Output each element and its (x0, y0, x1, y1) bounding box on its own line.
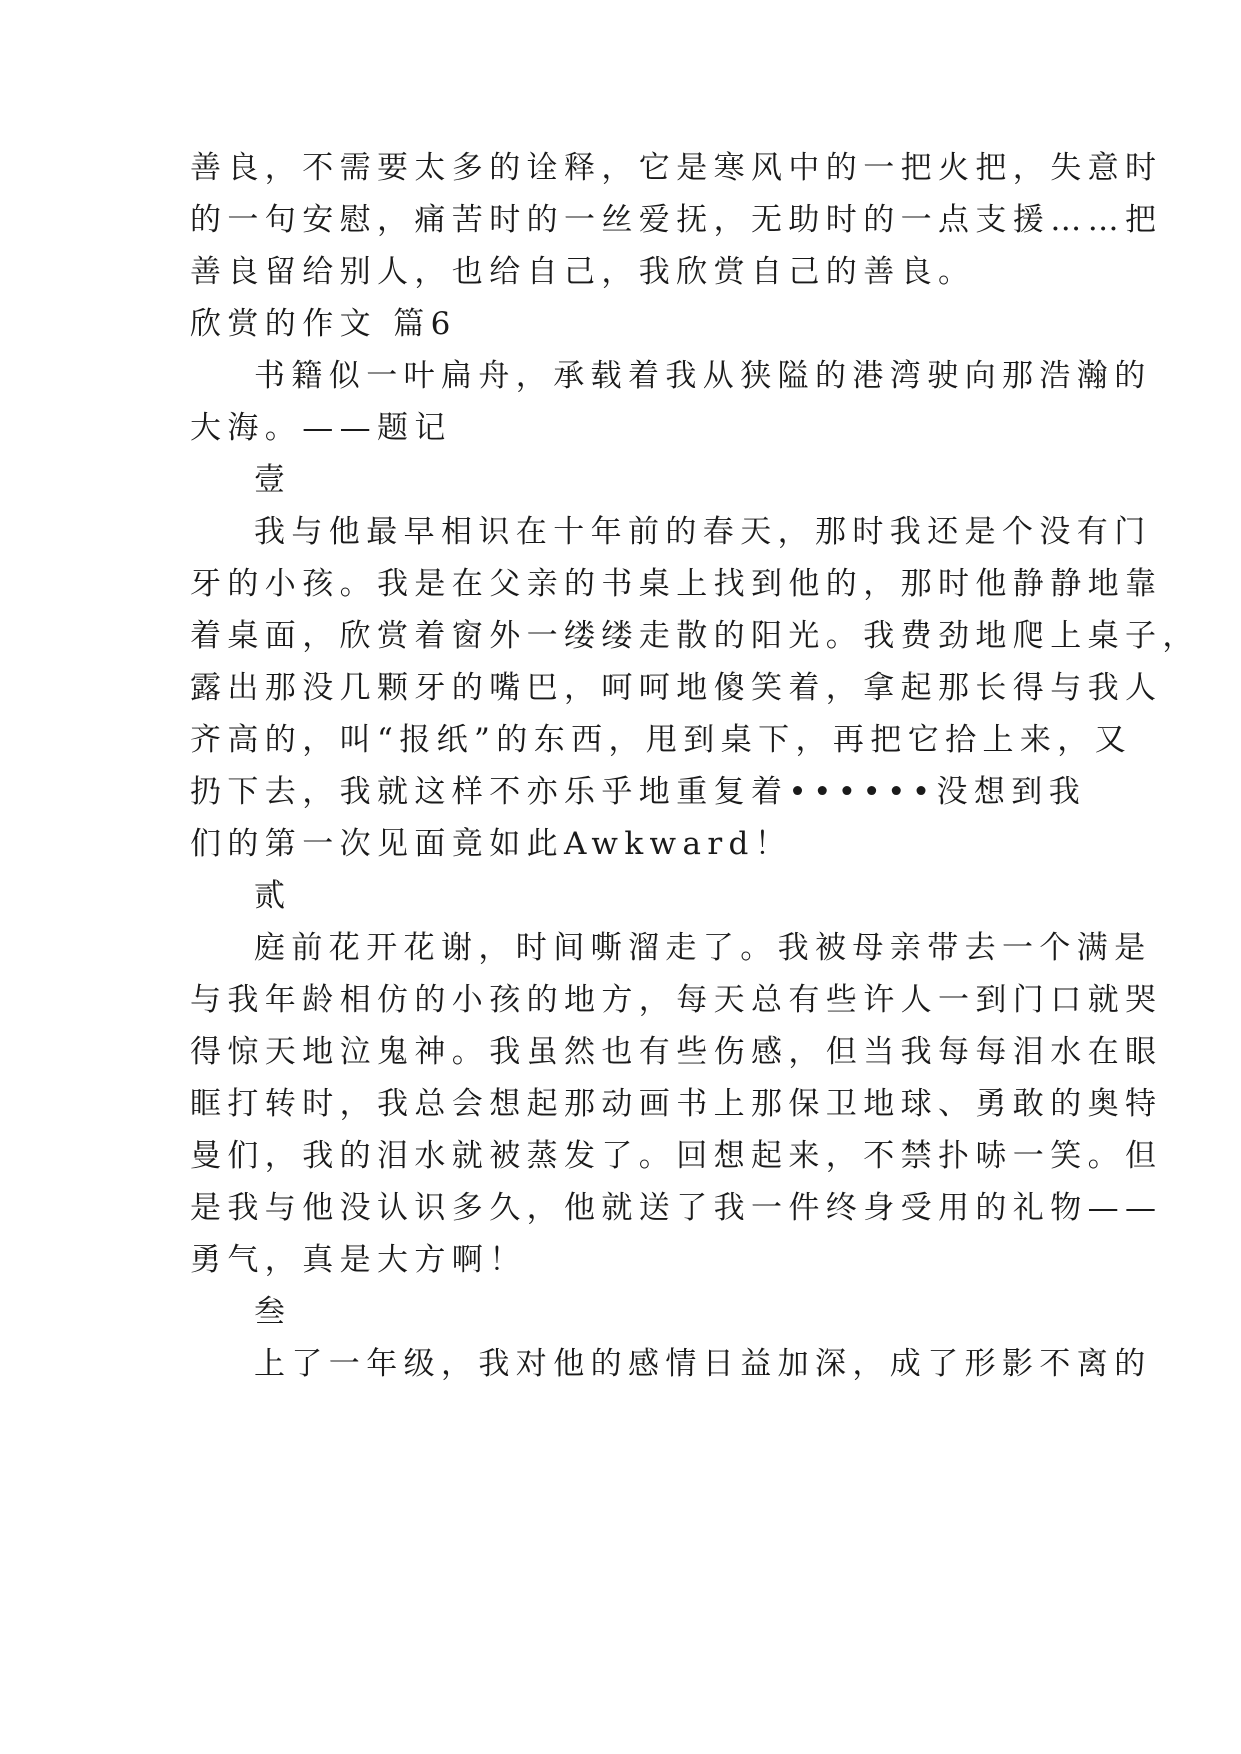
subheading: 贰 (254, 878, 292, 914)
subheading: 壹 (254, 462, 292, 498)
paragraph-line: 书籍似一叶扁舟，承载着我从狭隘的港湾驶向那浩瀚的 (254, 358, 1152, 394)
paragraph-line: 牙的小孩。我是在父亲的书桌上找到他的，那时他静静地靠 (190, 566, 1163, 602)
paragraph-line: 与我年龄相仿的小孩的地方，每天总有些许人一到门口就哭 (190, 982, 1163, 1018)
paragraph-line: 们的第一次见面竟如此Awkward！ (190, 826, 793, 862)
paragraph-line: 扔下去，我就这样不亦乐乎地重复着••••••没想到我 (190, 774, 1087, 810)
paragraph-line: 眶打转时，我总会想起那动画书上那保卫地球、勇敢的奥特 (190, 1086, 1163, 1122)
subheading: 叁 (254, 1294, 292, 1330)
paragraph-line: 勇气，真是大方啊！ (190, 1242, 527, 1278)
paragraph-line: 善良留给别人，也给自己，我欣赏自己的善良。 (190, 254, 976, 290)
paragraph-line: 是我与他没认识多久，他就送了我一件终身受用的礼物—— (190, 1190, 1163, 1226)
paragraph-line: 大海。——题记 (190, 410, 452, 446)
paragraph-line: 上了一年级，我对他的感情日益加深，成了形影不离的 (254, 1346, 1152, 1382)
paragraph-line: 齐高的，叫“报纸”的东西，甩到桌下，再把它拾上来，又 (190, 722, 1133, 758)
paragraph-line: 我与他最早相识在十年前的春天，那时我还是个没有门 (254, 514, 1152, 550)
paragraph-line: 的一句安慰，痛苦时的一丝爱抚，无助时的一点支援……把 (190, 202, 1163, 238)
paragraph-line: 庭前花开花谢，时间嘶溜走了。我被母亲带去一个满是 (254, 930, 1152, 966)
paragraph-line: 露出那没几颗牙的嘴巴，呵呵地傻笑着，拿起那长得与我人 (190, 670, 1163, 706)
section-heading: 欣赏的作文 篇6 (190, 306, 457, 342)
paragraph-line: 曼们，我的泪水就被蒸发了。回想起来，不禁扑哧一笑。但 (190, 1138, 1163, 1174)
paragraph-line: 着桌面，欣赏着窗外一缕缕走散的阳光。我费劲地爬上桌子， (190, 618, 1200, 654)
paragraph-line: 得惊天地泣鬼神。我虽然也有些伤感，但当我每每泪水在眼 (190, 1034, 1163, 1070)
paragraph-line: 善良，不需要太多的诠释，它是寒风中的一把火把，失意时 (190, 150, 1163, 186)
